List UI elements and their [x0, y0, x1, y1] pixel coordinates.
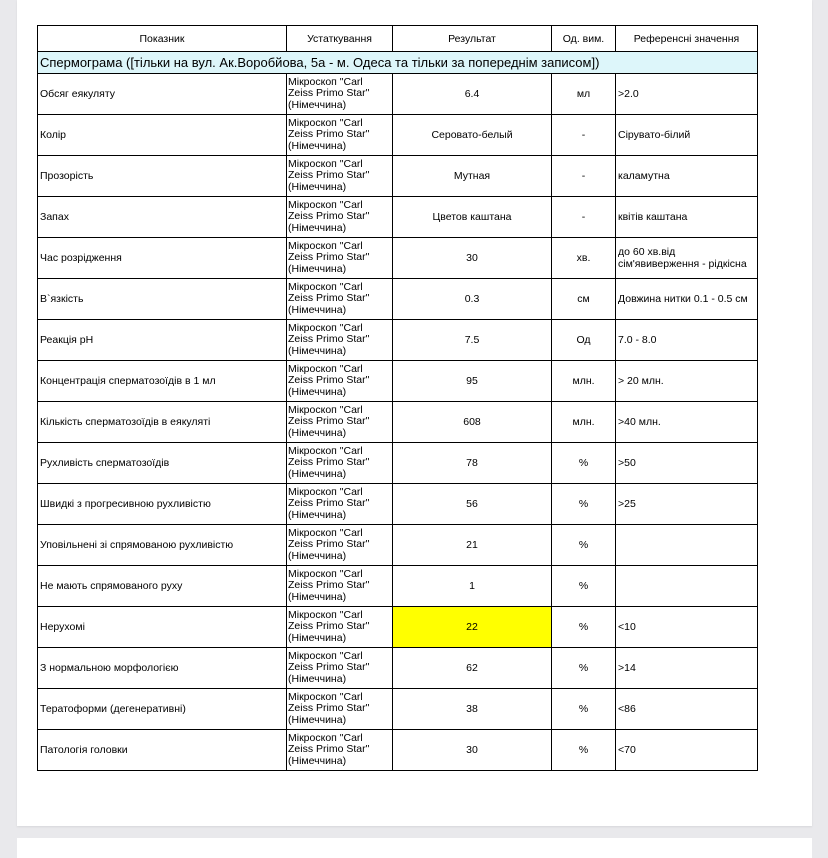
cell-unit: - [552, 115, 616, 156]
header-equipment: Устаткування [287, 26, 393, 52]
table-row [38, 607, 758, 648]
table-row [38, 443, 758, 484]
next-document-page [17, 838, 812, 858]
cell-indicator: Кількість сперматозоїдів в еякуляті [38, 402, 287, 443]
cell-indicator: В`язкість [38, 279, 287, 320]
cell-result: Мутная [393, 156, 552, 197]
cell-equipment: Мікроскоп "Carl Zeiss Primo Star" (Німеччина) [287, 320, 393, 361]
cell-reference: >25 [616, 484, 758, 525]
table-row [38, 484, 758, 525]
cell-equipment: Мікроскоп "Carl Zeiss Primo Star" (Німеччина) [287, 730, 393, 771]
cell-equipment: Мікроскоп "Carl Zeiss Primo Star" (Німеччина) [287, 156, 393, 197]
cell-reference: >14 [616, 648, 758, 689]
cell-indicator: Рухливість сперматозоїдів [38, 443, 287, 484]
table-row [38, 402, 758, 443]
cell-indicator: Час розрідження [38, 238, 287, 279]
cell-reference [616, 566, 758, 607]
section-row [38, 52, 758, 74]
cell-result: 1 [393, 566, 552, 607]
cell-result: Серовато-белый [393, 115, 552, 156]
cell-reference: <70 [616, 730, 758, 771]
cell-unit: % [552, 648, 616, 689]
table-row [38, 525, 758, 566]
cell-indicator: Тератоформи (дегенеративні) [38, 689, 287, 730]
cell-equipment: Мікроскоп "Carl Zeiss Primo Star" (Німеччина) [287, 197, 393, 238]
table-row [38, 730, 758, 771]
cell-unit: % [552, 607, 616, 648]
cell-unit: млн. [552, 402, 616, 443]
cell-indicator: Патологія головки [38, 730, 287, 771]
cell-reference: >2.0 [616, 74, 758, 115]
cell-indicator: Запах [38, 197, 287, 238]
cell-reference: до 60 хв.від сім'явиверження - рідкісна [616, 238, 758, 279]
table-row [38, 156, 758, 197]
results-table [37, 25, 758, 771]
cell-indicator: Не мають спрямованого руху [38, 566, 287, 607]
cell-reference [616, 525, 758, 566]
cell-result: 22 [393, 607, 552, 648]
cell-unit: % [552, 689, 616, 730]
cell-equipment: Мікроскоп "Carl Zeiss Primo Star" (Німеччина) [287, 607, 393, 648]
cell-equipment: Мікроскоп "Carl Zeiss Primo Star" (Німеччина) [287, 443, 393, 484]
cell-equipment: Мікроскоп "Carl Zeiss Primo Star" (Німеччина) [287, 525, 393, 566]
cell-reference: >40 млн. [616, 402, 758, 443]
cell-result: 95 [393, 361, 552, 402]
cell-unit: мл [552, 74, 616, 115]
cell-indicator: Реакція pH [38, 320, 287, 361]
header-unit: Од. вим. [552, 26, 616, 52]
table-row [38, 279, 758, 320]
cell-result: 62 [393, 648, 552, 689]
header-result: Результат [393, 26, 552, 52]
cell-unit: - [552, 197, 616, 238]
cell-equipment: Мікроскоп "Carl Zeiss Primo Star" (Німеччина) [287, 648, 393, 689]
cell-reference: <86 [616, 689, 758, 730]
section-title: Спермограма ([тільки на вул. Ак.Воробйова, 5а - м. Одеса та тільки за попереднім записом]) [38, 52, 758, 74]
cell-equipment: Мікроскоп "Carl Zeiss Primo Star" (Німеччина) [287, 115, 393, 156]
table-header-row [38, 26, 758, 52]
cell-result: 78 [393, 443, 552, 484]
cell-unit: % [552, 443, 616, 484]
cell-unit: млн. [552, 361, 616, 402]
cell-reference: Сірувато-білий [616, 115, 758, 156]
cell-equipment: Мікроскоп "Carl Zeiss Primo Star" (Німеччина) [287, 279, 393, 320]
cell-equipment: Мікроскоп "Carl Zeiss Primo Star" (Німеччина) [287, 689, 393, 730]
cell-reference: > 20 млн. [616, 361, 758, 402]
table-row [38, 689, 758, 730]
cell-result: 38 [393, 689, 552, 730]
cell-indicator: Обсяг еякуляту [38, 74, 287, 115]
cell-result: 30 [393, 238, 552, 279]
cell-result: 56 [393, 484, 552, 525]
table-row [38, 238, 758, 279]
cell-unit: - [552, 156, 616, 197]
cell-indicator: Концентрація сперматозоїдів в 1 мл [38, 361, 287, 402]
cell-unit: % [552, 484, 616, 525]
cell-reference: каламутна [616, 156, 758, 197]
cell-indicator: Прозорість [38, 156, 287, 197]
cell-result: 0.3 [393, 279, 552, 320]
cell-result: 7.5 [393, 320, 552, 361]
cell-indicator: Нерухомі [38, 607, 287, 648]
cell-result: 30 [393, 730, 552, 771]
table-row [38, 361, 758, 402]
cell-reference: 7.0 - 8.0 [616, 320, 758, 361]
table-row [38, 197, 758, 238]
table-row [38, 74, 758, 115]
cell-indicator: Колір [38, 115, 287, 156]
cell-unit: % [552, 525, 616, 566]
cell-result: 21 [393, 525, 552, 566]
cell-result: 6.4 [393, 74, 552, 115]
table-row [38, 115, 758, 156]
cell-reference: <10 [616, 607, 758, 648]
cell-equipment: Мікроскоп "Carl Zeiss Primo Star" (Німеччина) [287, 238, 393, 279]
cell-unit: % [552, 566, 616, 607]
cell-equipment: Мікроскоп "Carl Zeiss Primo Star" (Німеччина) [287, 484, 393, 525]
cell-reference: Довжина нитки 0.1 - 0.5 см [616, 279, 758, 320]
cell-result: 608 [393, 402, 552, 443]
table-row [38, 566, 758, 607]
cell-unit: Од [552, 320, 616, 361]
cell-equipment: Мікроскоп "Carl Zeiss Primo Star" (Німеччина) [287, 361, 393, 402]
cell-equipment: Мікроскоп "Carl Zeiss Primo Star" (Німеччина) [287, 566, 393, 607]
cell-result: Цветов каштана [393, 197, 552, 238]
cell-unit: % [552, 730, 616, 771]
table-row [38, 648, 758, 689]
cell-equipment: Мікроскоп "Carl Zeiss Primo Star" (Німеччина) [287, 74, 393, 115]
cell-reference: квітів каштана [616, 197, 758, 238]
cell-indicator: Уповільнені зі спрямованою рухливістю [38, 525, 287, 566]
cell-unit: хв. [552, 238, 616, 279]
table-row [38, 320, 758, 361]
cell-indicator: Швидкі з прогресивною рухливістю [38, 484, 287, 525]
header-indicator: Показник [38, 26, 287, 52]
cell-equipment: Мікроскоп "Carl Zeiss Primo Star" (Німеччина) [287, 402, 393, 443]
cell-reference: >50 [616, 443, 758, 484]
cell-unit: см [552, 279, 616, 320]
cell-indicator: З нормальною морфологією [38, 648, 287, 689]
header-reference: Референсні значення [616, 26, 758, 52]
